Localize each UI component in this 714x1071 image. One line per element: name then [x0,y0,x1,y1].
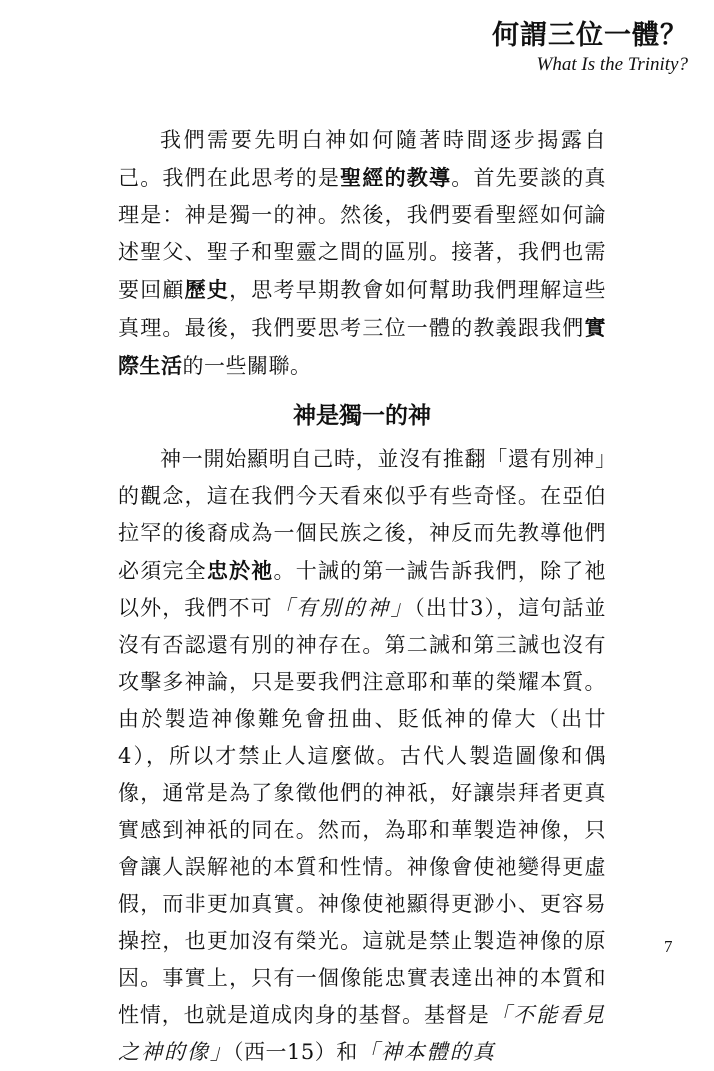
intro-text-4: 的一些關聯。 [182,354,312,378]
intro-bold-bible-teaching: 聖經的教導 [340,165,452,190]
intro-bold-practical-life: 實際生活 [118,315,606,378]
header-title-english: What Is the Trinity? [536,54,688,75]
section-bold-loyal: 忠於祂 [206,558,274,583]
page-number: 7 [664,937,673,956]
section-heading: 神是獨一的神 [293,402,431,429]
intro-text-3: ，思考早期教會如何幫助我們理解這些真理。最後，我們要思考三位一體的教義跟我們 [118,278,607,340]
intro-text-1: 我們需要先明白神如何隨著時間逐步揭露自己。我們在此思考的是 [118,128,606,190]
intro-text-2: 。首先要談的真理是：神是獨一的神。然後，我們要看聖經如何論述聖父、聖子和聖靈之間的區別。接著，我們也需要回顧 [118,166,607,302]
scripture-quote-other-gods: 「有別的神」 [272,596,415,620]
header-title-chinese: 何謂三位一體？ [492,20,688,51]
scripture-quote-gods-nature: 「神本體的真 [357,1040,496,1064]
section-text-3: （出廿3），這句話並沒有否認還有別的神存在。第二誡和第三誡也沒有攻擊多神論，只是要我們注意耶和華的榮耀本質。由於製造神像難免會扭曲、貶低神的偉大（出廿4），所以才禁止人這麼做。古代人製造圖像和偶像，通常是為了象徵他們的神祇，好讓崇拜者更真實感到神祇的同在。然而，為耶和華製造神像，只會讓人誤解祂的本質和性情。神像會使祂變得更虛假，而非更加真實。神像使祂顯得更渺小、更容易操控，也更加沒有榮光。這就是禁止製造神像的原因。事實上，只有一個像能忠實表達出神的本質和性情，也就是道成肉身的基督。基督是 [118,596,607,1027]
scripture-quote-invisible-god: 「不能看見之神的像」 [118,1003,607,1064]
intro-bold-history: 歷史 [184,277,230,302]
page-body [118,122,606,1071]
intro-paragraph [118,122,606,385]
section-paragraph [118,441,606,1071]
section-text-2: 。十誡的第一誡告訴我們，除了祂以外，我們不可 [118,559,607,620]
section-text-4: （西一15）和 [233,1040,358,1064]
section-text-1: 神一開始顯明自己時，並沒有推翻「還有別神」的觀念，這在我們今天看來似乎有些奇怪。在亞伯拉罕的後裔成為一個民族之後，神反而先教導他們必須完全 [118,447,606,583]
running-header [492,20,688,76]
